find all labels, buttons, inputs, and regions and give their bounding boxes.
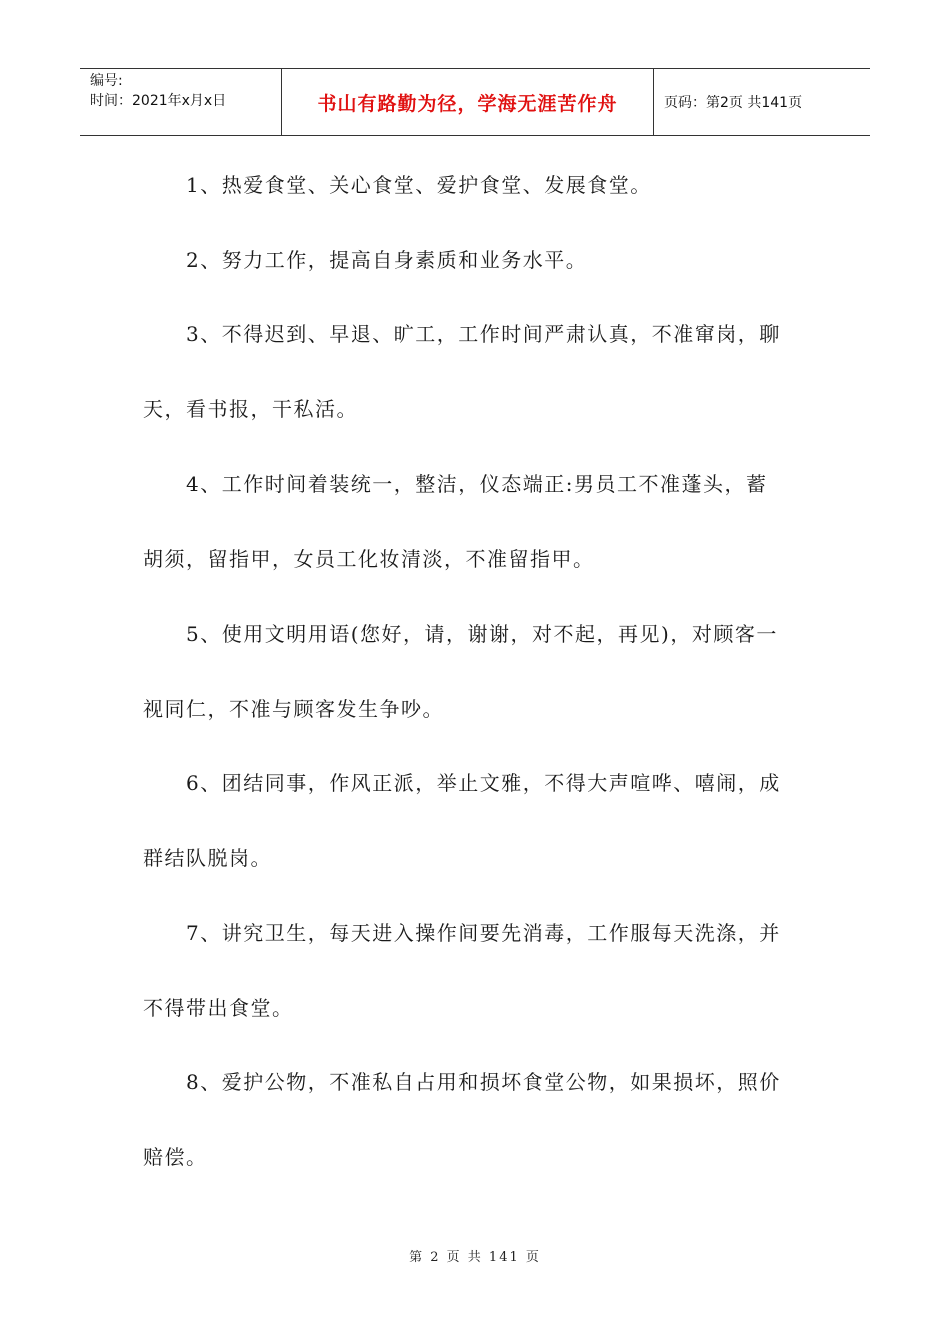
paragraph-line: 视同仁，不准与顾客发生争吵。	[143, 697, 444, 721]
page-footer: 第 2 页 共 141 页	[409, 1250, 541, 1265]
header-meta	[80, 69, 282, 135]
document-time-label: 时间：2021年x月x日	[90, 93, 227, 109]
paragraph-line: 4、工作时间着装统一，整洁，仪态端正:男员工不准蓬头，蓄	[143, 472, 768, 496]
paragraph-line: 7、讲究卫生，每天进入操作间要先消毒，工作服每天洗涤，并	[143, 921, 781, 945]
document-number-label: 编号:	[90, 73, 123, 89]
page-header	[80, 68, 870, 136]
header-page-info: 页码：第2页 共141页	[664, 95, 803, 111]
paragraph-line: 胡须，留指甲，女员工化妆清淡，不准留指甲。	[143, 547, 595, 571]
paragraph-line: 赔偿。	[143, 1145, 208, 1169]
paragraph-line: 8、爱护公物，不准私自占用和损坏食堂公物，如果损坏，照价	[143, 1070, 781, 1094]
paragraph-line: 3、不得迟到、早退、旷工，工作时间严肃认真，不准窜岗，聊	[143, 322, 781, 346]
paragraph-line: 6、团结同事，作风正派，举止文雅，不得大声喧哗、嘻闹，成	[143, 771, 781, 795]
paragraph-line: 2、努力工作，提高自身素质和业务水平。	[143, 248, 588, 272]
paragraph-line: 不得带出食堂。	[143, 996, 294, 1020]
paragraph-line: 1、热爱食堂、关心食堂、爱护食堂、发展食堂。	[143, 173, 652, 197]
paragraph-line: 天，看书报，干私活。	[143, 397, 358, 421]
paragraph-line: 5、使用文明用语(您好，请，谢谢，对不起，再见)，对顾客一	[143, 622, 778, 646]
header-motto: 书山有路勤为径，学海无涯苦作舟	[282, 69, 654, 135]
paragraph-line: 群结队脱岗。	[143, 846, 272, 870]
